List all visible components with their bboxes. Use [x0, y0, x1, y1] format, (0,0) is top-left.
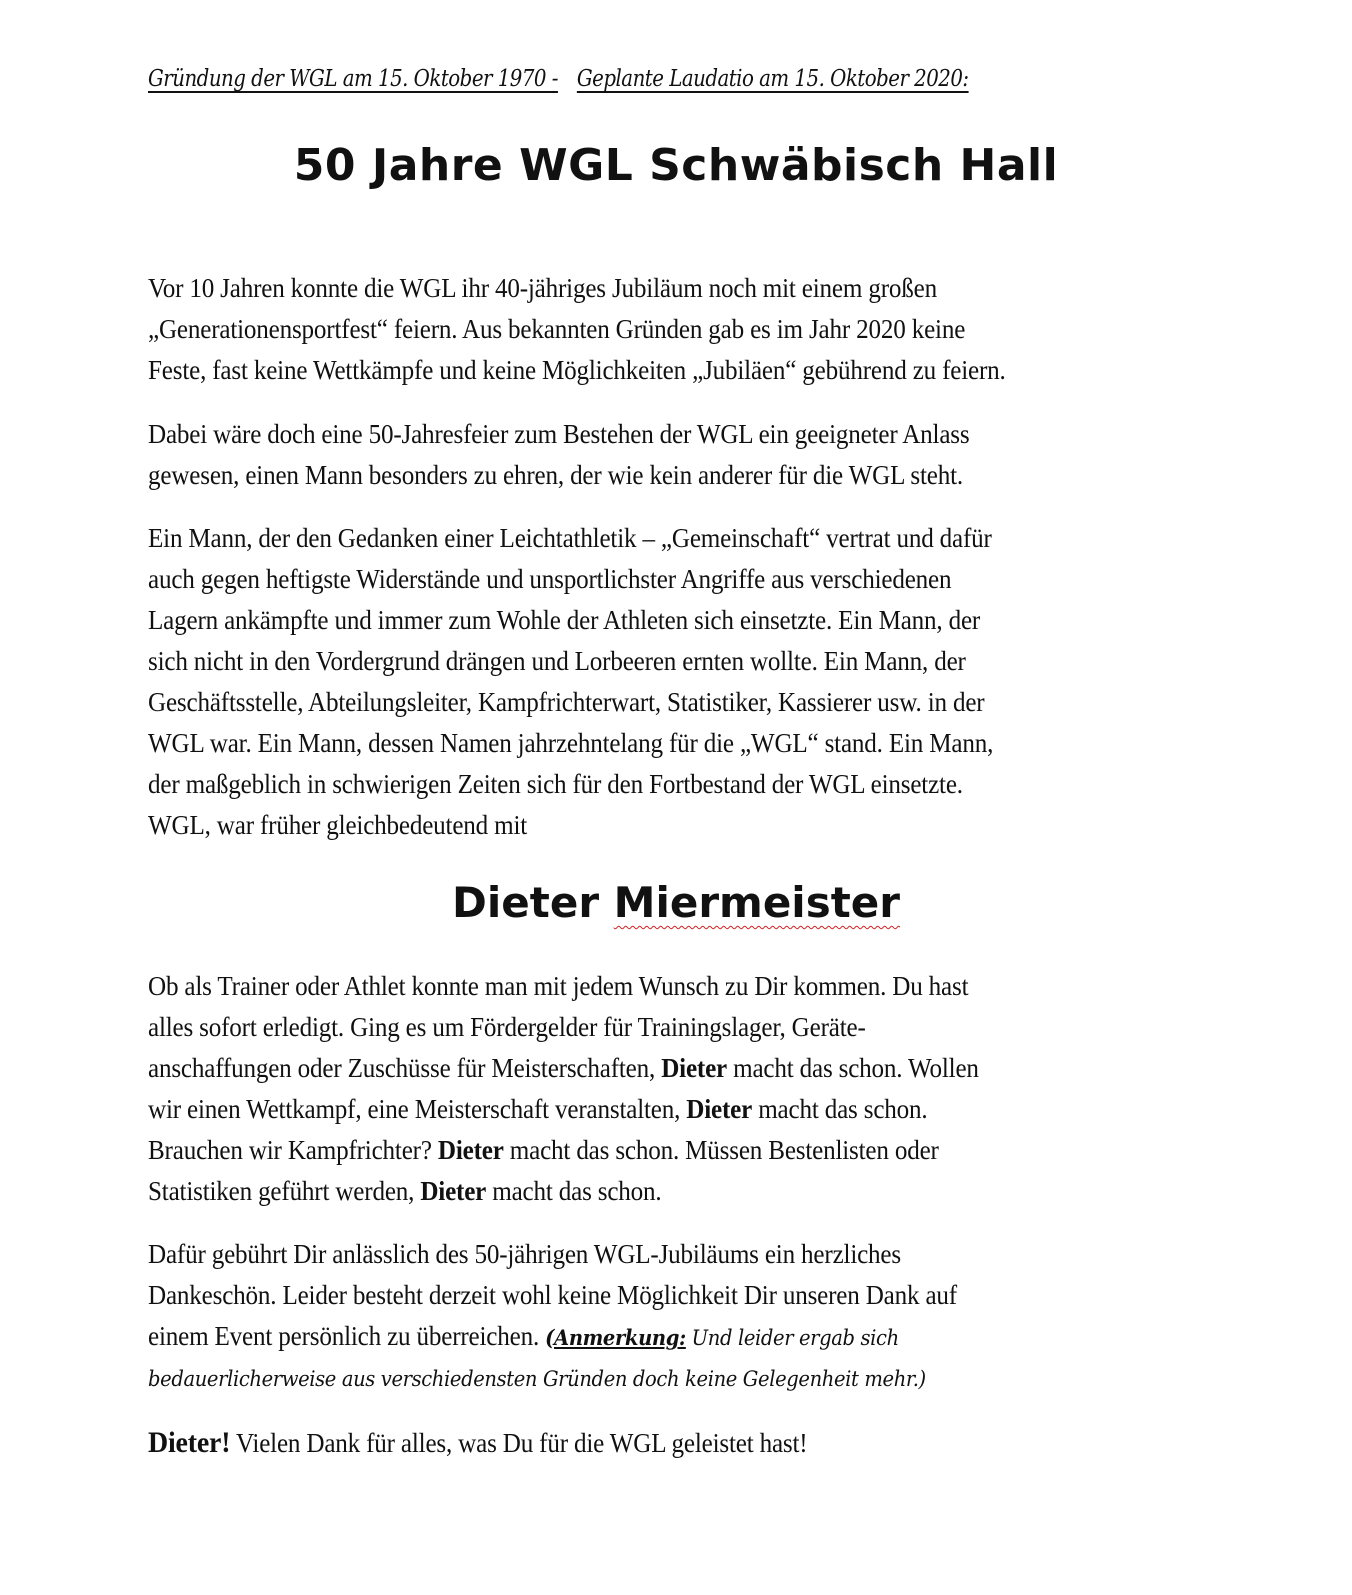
text-segment: wir einen Wettkampf, eine Meisterschaft veranstalten, [148, 1094, 681, 1124]
annotation-text: Und leider ergab sich [685, 1326, 899, 1350]
text-line: „Generationensportfest“ feiern. Aus bekannten Gründen gab es im Jahr 2020 keine [148, 314, 966, 344]
text-segment: einem Event persönlich zu überreichen. [148, 1321, 540, 1351]
text-line: auch gegen heftigste Widerstände und unsportlichster Angriffe aus verschiedenen [148, 564, 952, 594]
annotation-text-line: bedauerlicherweise aus verschiedensten Gründen doch keine Gelegenheit mehr.) [148, 1367, 926, 1391]
founding-date: Gründung der WGL am 15. Oktober 1970 - [148, 66, 558, 92]
text-line: Vor 10 Jahren konnte die WGL ihr 40-jähriges Jubiläum noch mit einem großen [148, 273, 937, 303]
text-line: sich nicht in den Vordergrund drängen und Lorbeeren ernten wollte. Ein Mann, der [148, 646, 966, 676]
text-segment: Statistiken geführt werden, [148, 1176, 415, 1206]
honoree-name [0, 878, 1352, 927]
text-line [148, 1089, 1162, 1130]
paragraph-intro [148, 268, 1162, 391]
text-line: WGL war. Ein Mann, dessen Namen jahrzehntelang für die „WGL“ stand. Ein Mann, [148, 728, 994, 758]
paragraph-dieter-does-it [148, 966, 1162, 1212]
bold-name: Dieter [420, 1176, 487, 1206]
closing-text: Vielen Dank für alles, was Du für die WGL geleistet hast! [230, 1428, 808, 1458]
text-line: Dabei wäre doch eine 50-Jahresfeier zum Bestehen der WGL ein geeigneter Anlass [148, 419, 970, 449]
text-segment: Brauchen wir Kampfrichter? [148, 1135, 432, 1165]
text-line: Dafür gebührt Dir anlässlich des 50-jährigen WGL-Jubiläums ein herzliches [148, 1239, 901, 1269]
text-line [148, 1316, 1162, 1359]
text-line: WGL, war früher gleichbedeutend mit [148, 810, 528, 840]
text-line [148, 1048, 1162, 1089]
annotation [545, 1326, 899, 1350]
bold-name: Dieter [437, 1135, 504, 1165]
paragraph-thanks [148, 1234, 1162, 1400]
text-line: Ob als Trainer oder Athlet konnte man mit jedem Wunsch zu Dir kommen. Du hast [148, 971, 969, 1001]
text-line: der maßgeblich in schwierigen Zeiten sich für den Fortbestand der WGL einsetzte. [148, 769, 963, 799]
text-line: Lagern ankämpfte und immer zum Wohle der Athleten sich einsetzte. Ein Mann, der [148, 605, 981, 635]
bold-name: Dieter [686, 1094, 753, 1124]
paragraph-occasion [148, 414, 1162, 496]
honoree-first-name: Dieter [452, 878, 600, 927]
bold-name: Dieter [661, 1053, 727, 1083]
header-dates-line [148, 66, 1034, 92]
closing-bold-name: Dieter! [148, 1426, 231, 1459]
annotation-label: Anmerkung: [554, 1325, 686, 1350]
text-line: alles sofort erledigt. Ging es um Fördergelder für Trainingslager, Geräte- [148, 1012, 866, 1042]
text-line: Feste, fast keine Wettkämpfe und keine Möglichkeiten „Jubiläen“ gebührend zu feiern. [148, 355, 1006, 385]
honoree-last-name: Miermeister [613, 878, 900, 927]
page-title: 50 Jahre WGL Schwäbisch Hall [293, 140, 1059, 191]
text-line: Ein Mann, der den Gedanken einer Leichtathletik – „Gemeinschaft“ vertrat und dafür [148, 523, 992, 553]
text-line [148, 1171, 1162, 1212]
laudatio-date: Geplante Laudatio am 15. Oktober 2020: [576, 66, 969, 92]
text-line: gewesen, einen Mann besonders zu ehren, der wie kein anderer für die WGL steht. [148, 460, 964, 490]
text-line: Dankeschön. Leider besteht derzeit wohl keine Möglichkeit Dir unseren Dank auf [148, 1280, 957, 1310]
text-segment: macht das schon. Wollen [733, 1053, 979, 1083]
text-segment: macht das schon. [758, 1094, 928, 1124]
text-line: Geschäftsstelle, Abteilungsleiter, Kampfrichterwart, Statistiker, Kassierer usw. in der [148, 687, 985, 717]
closing-line [148, 1422, 1162, 1464]
text-segment: macht das schon. [492, 1176, 662, 1206]
annotation-paren: ( [545, 1325, 555, 1350]
text-line [148, 1130, 1162, 1171]
paragraph-tribute [148, 518, 1162, 846]
text-segment: macht das schon. Müssen Bestenlisten oder [509, 1135, 939, 1165]
text-segment: anschaffungen oder Zuschüsse für Meisterschaften, [148, 1053, 656, 1083]
